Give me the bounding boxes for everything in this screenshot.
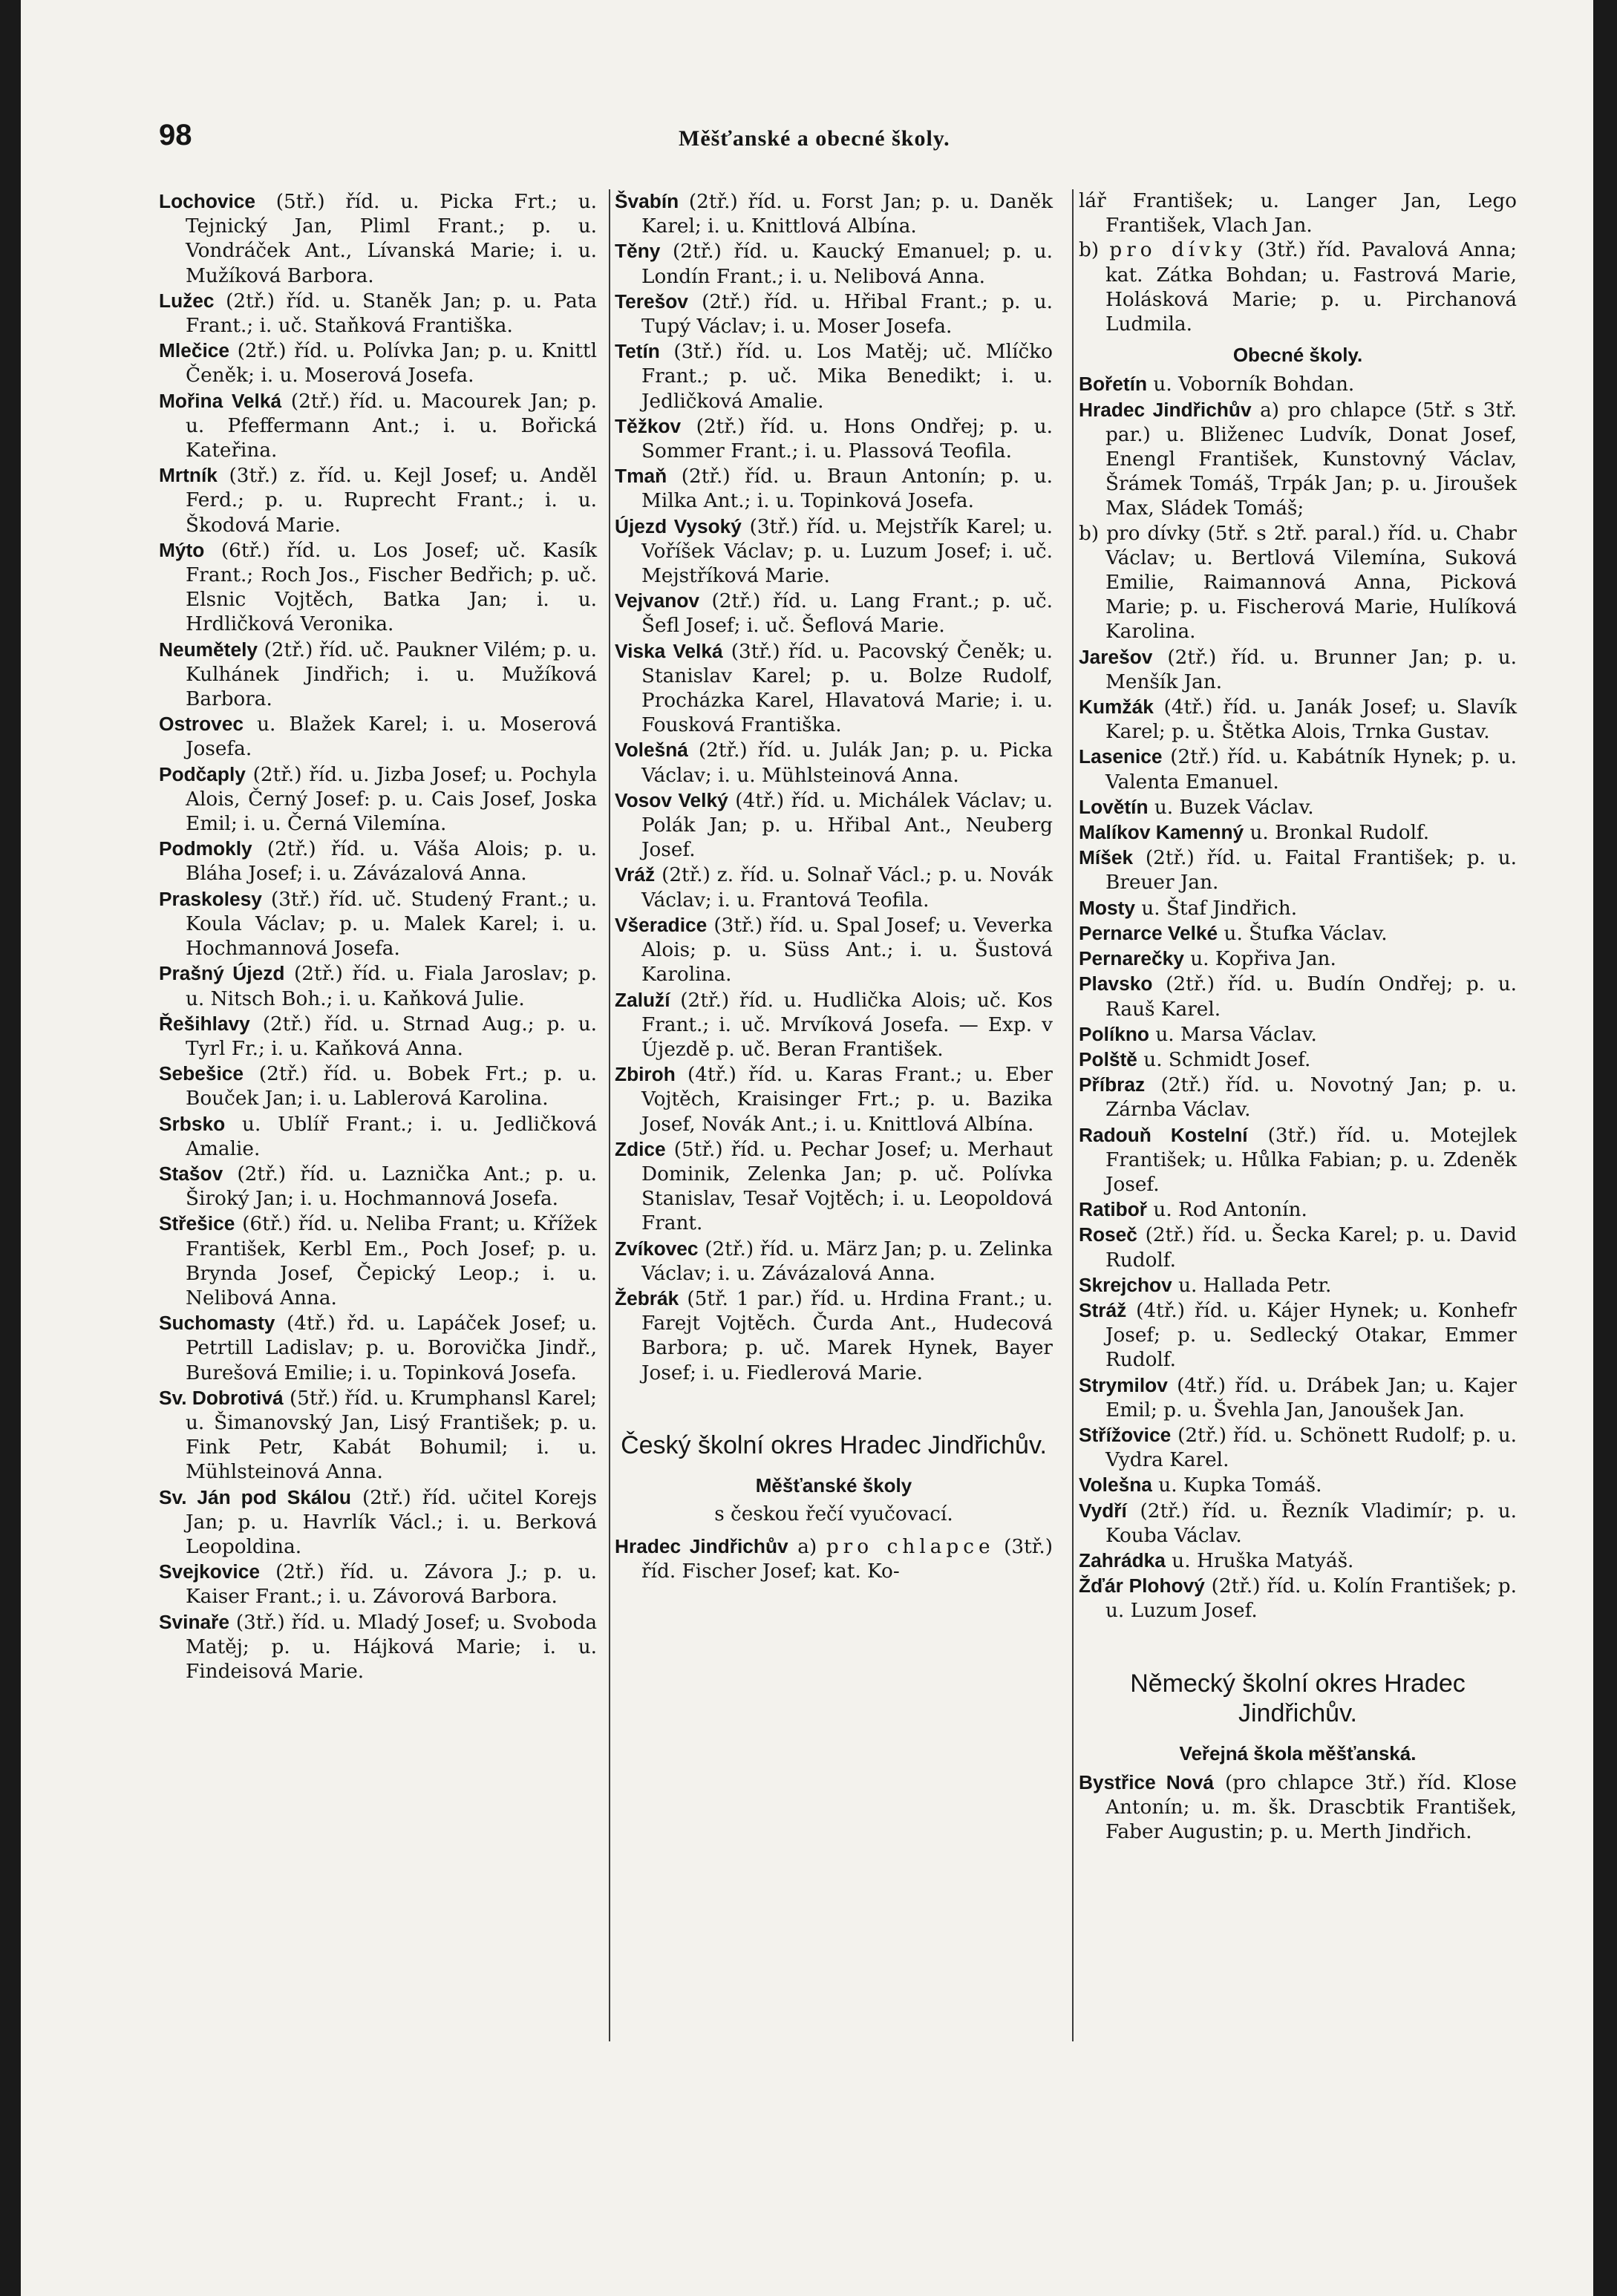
place-name: Hradec Jindřichův (615, 1535, 788, 1558)
place-name: Ostrovec (159, 713, 244, 736)
list-item (1079, 820, 1517, 846)
place-name: Polště (1079, 1047, 1137, 1070)
list-item (159, 1560, 597, 1609)
place-name: Mrtník (159, 464, 218, 487)
place-name: Kumžák (1079, 696, 1154, 719)
place-name: Volešna (1079, 1474, 1152, 1497)
list-item (615, 1286, 1053, 1386)
entry-text: (3tř.) říd. Fischer Josef; kat. Ko- (641, 1536, 1054, 1583)
place-name: Volešná (615, 739, 688, 762)
entry-text: (4tř.) říd. u. Drábek Jan; u. Kajer Emil; p. u. Švehla Jan, Janoušek Jan. (1105, 1374, 1517, 1422)
place-name: Lužec (159, 289, 215, 312)
entry-text: (5tř.) říd. u. Krumphansl Karel; u. Šimanovský Jan, Lisý František; p. u. Fink Petr, Kabát Bohumil; i. u. Mühlsteinová Anna. (186, 1387, 598, 1484)
entry-text: (2tř.) říd. u. Řezník Vladimír; p. u. Kouba Václav. (1105, 1499, 1517, 1547)
entry-text: (5tř.) říd. u. Pechar Josef; u. Merhaut Dominik, Zelenka Jan; p. uč. Polívka Stanislav, Tesař Vojtěch; i. u. Leopoldová Frant. (641, 1138, 1054, 1235)
list-item (1079, 896, 1517, 921)
list-item (1079, 1574, 1517, 1623)
entry-text: (2tř.) říd. u. Bobek Frt.; p. u. Bouček Jan; i. u. Lablerová Karolina. (186, 1063, 598, 1111)
place-name: Políkno (1079, 1022, 1149, 1045)
list-item (615, 863, 1053, 912)
section-subtitle: s českou řečí vyučovací. (714, 1502, 953, 1525)
entry-text: (2tř.) říd. u. Forst Jan; p. u. Daněk Karel; i. u. Knittlová Albína. (641, 191, 1054, 238)
list-item (1079, 1473, 1517, 1498)
list-item (1079, 1298, 1517, 1373)
place-name: Těžkov (615, 414, 682, 437)
german-section-title: Veřejná škola měšťanská. (1179, 1741, 1417, 1764)
place-name: Roseč (1079, 1223, 1137, 1246)
place-name: Bystřice Nová (1079, 1770, 1215, 1793)
list-item (159, 887, 597, 962)
list-item (1079, 372, 1517, 397)
list-item (615, 189, 1053, 239)
place-name: Lochovice (159, 190, 256, 212)
place-name: Stašov (159, 1162, 223, 1185)
place-name: Praskolesy (159, 887, 262, 910)
entry-text: (2tř.) říd. u. Hons Ondřej; p. u. Sommer Frant.; i. u. Plassová Teofila. (641, 415, 1054, 463)
entry-text: u. Rod Antonín. (1153, 1199, 1307, 1222)
place-name: Strymilov (1079, 1373, 1168, 1396)
list-item (159, 1386, 597, 1485)
entry-text: (2tř.) z. říd. u. Solnař Václ.; p. u. Novák Václav; i. u. Frantová Teofila. (641, 864, 1054, 912)
entry-text: (2tř.) říd. u. Kolín František; p. u. Luzum Josef. (1105, 1575, 1517, 1623)
list-item (159, 1012, 597, 1062)
entry-text: (2tř.) říd. u. Váša Alois; p. u. Bláha Josef; i. u. Závázalová Anna. (186, 838, 597, 886)
place-name: Stráž (1079, 1298, 1127, 1321)
place-name: Tetín (615, 340, 660, 363)
column-2 (615, 189, 1053, 1585)
list-item (1079, 1223, 1517, 1272)
entry-text: (6tř.) říd. u. Neliba Frant; u. Křížek František, Kerbl Em., Poch Josef; p. u. Brynda Josef, Čepický Leop.; i. u. Nelibová Anna. (186, 1213, 597, 1309)
place-name: Neumětely (159, 638, 258, 661)
entry-text: u. Štaf Jindřich. (1141, 897, 1298, 920)
list-item (615, 414, 1053, 464)
place-name: Svinaře (159, 1610, 230, 1633)
place-name: Střížovice (1079, 1423, 1172, 1446)
list-item (615, 1237, 1053, 1286)
place-name: Mýto (159, 538, 205, 561)
place-name: Ratiboř (1079, 1198, 1148, 1221)
place-name: Pernarce Velké (1079, 921, 1218, 944)
list-item (1079, 1423, 1517, 1473)
list-item (1079, 1073, 1517, 1122)
place-name: Bořetín (1079, 373, 1148, 396)
list-item (1079, 695, 1517, 745)
place-name: Řešihlavy (159, 1012, 250, 1035)
entry-text: (3tř.) říd. u. Los Matěj; uč. Mlíčko Frant.; p. uč. Mika Benedikt; i. u. Jedličková Amalie. (641, 341, 1053, 413)
entry-text: a) pro chlapce (5tř. s 3tř. par.) u. Bliženec Ludvík, Donat Josef, Enengl František, Kunstovný Václav, Šrámek Tomáš, Trpák Jan; p. u. Jiroušek Max, Sládek Tomáš; (1105, 399, 1518, 520)
place-name: Žďár Plohový (1079, 1574, 1205, 1597)
entry-text: b) pro dívky (5tř. s 2tř. paral.) říd. u. Chabr Václav; u. Bertlová Vilemína, Suková Emilie, Raimannová Anna, Picková Marie; p. u. Fischerová Marie, Hulíková Karolina. (1079, 522, 1517, 644)
entry-text: (2tř.) říd. u. Kabátník Hynek; p. u. Valenta Emanuel. (1105, 746, 1517, 794)
entry-text: (2tř.) říd. u. Brunner Jan; p. u. Menšík Jan. (1105, 646, 1517, 693)
entry-text: (3tř.) říd. Pavalová Anna; kat. Zátka Bohdan; u. Fastrová Marie, Holásková Marie; p. u. Pirchanová Ludmila. (1105, 239, 1518, 336)
page-number: 98 (159, 119, 192, 151)
list-item (1079, 522, 1517, 645)
list-item (1079, 795, 1517, 820)
list-item (1079, 1047, 1517, 1073)
list-item (159, 1162, 597, 1211)
entry-text: (2tř.) říd. u. Laznička Ant.; p. u. Široký Jan; i. u. Hochmannová Josefa. (186, 1162, 597, 1211)
entry-text: (2tř.) říd. u. Jizba Josef; u. Pochyla Alois, Černý Josef: p. u. Cais Josef, Joska Emil; i. u. Černá Vilemína. (186, 763, 598, 836)
place-name: Sebešice (159, 1062, 244, 1085)
place-name: Vydří (1079, 1499, 1127, 1522)
district-title: Český školní okres Hradec Jindřichův. (621, 1430, 1047, 1459)
list-item (1079, 846, 1517, 895)
entry-text: (2tř.) říd. u. Braun Antonín; p. u. Milka Ant.; i. u. Topinková Josefa. (641, 465, 1053, 513)
place-name: Střešice (159, 1212, 235, 1235)
entry-text: (4tř.) říd. u. Michálek Václav; u. Polák Jan; p. u. Hřibal Ant., Neuberg Josef. (641, 789, 1053, 862)
list-item (1079, 1123, 1517, 1198)
entry-text: (2tř.) říd. u. Julák Jan; p. u. Picka Václav; i. u. Mühlsteinová Anna. (641, 739, 1054, 787)
list-item (159, 1311, 597, 1386)
entry-text: (pro chlapce 3tř.) říd. Klose Antonín; u. m. šk. Drascbtik František, Faber Augustin; p. u. Merth Jindřich. (1105, 1771, 1517, 1844)
section-title: Obecné školy. (1232, 344, 1363, 367)
entry-text: u. Hallada Petr. (1178, 1274, 1332, 1297)
section-title: Měšťanské školy (755, 1474, 912, 1497)
place-name: Svejkovice (159, 1560, 260, 1583)
list-item (1079, 1548, 1517, 1574)
place-name: Tmaň (615, 465, 667, 488)
entry-text: (2tř.) říd. u. Kaucký Emanuel; p. u. Londín Frant.; i. u. Nelibová Anna. (641, 241, 1054, 288)
entry-text: (2tř.) říd. u. Novotný Jan; p. u. Zárnba Václav. (1105, 1074, 1518, 1122)
column-3-entries (1079, 372, 1517, 1623)
place-name: Zahrádka (1079, 1548, 1166, 1571)
list-item (1079, 189, 1517, 238)
place-name: Těny (615, 240, 661, 263)
entry-text: (2tř.) říd. u. Šecka Karel; p. u. David Rudolf. (1105, 1224, 1517, 1272)
list-item (615, 464, 1053, 514)
entry-text: (4tř.) říd. u. Karas Frant.; u. Eber Vojtěch, Kraisinger Frt.; p. u. Bazika Josef, Novák Ant.; i. u. Knittlová Albína. (641, 1064, 1054, 1136)
column-rule (1072, 189, 1074, 2041)
list-item (159, 1112, 597, 1162)
place-name: Zbiroh (615, 1063, 676, 1086)
place-name: Zdice (615, 1137, 666, 1160)
entry-spaced: pro dívky (1109, 239, 1247, 262)
entry-text: (2tř.) říd. u. Macourek Jan; p. u. Pfeffermann Ant.; i. u. Bořická Kateřina. (186, 390, 598, 462)
list-item (615, 239, 1053, 289)
place-name: Újezd Vysoký (615, 514, 742, 537)
list-item (615, 339, 1053, 414)
list-item (1079, 972, 1517, 1021)
place-name: Jarešov (1079, 645, 1153, 668)
place-name: Sv. Ján pod Skálou (159, 1485, 351, 1508)
entry-text: u. Marsa Václav. (1155, 1023, 1317, 1046)
list-item (159, 1485, 597, 1560)
list-item (1079, 1770, 1517, 1845)
place-name: Viska Velká (615, 639, 723, 662)
list-item (615, 514, 1053, 589)
entry-text: u. Buzek Václav. (1154, 796, 1314, 819)
entry-spaced: pro chlapce (826, 1536, 995, 1559)
list-item (159, 1062, 597, 1111)
list-item (615, 1062, 1053, 1137)
place-name: Malíkov Kamenný (1079, 821, 1244, 844)
entry-text: (3tř.) říd. u. Motejlek František; u. Hůlka Fabian; p. u. Zdeněk Josef. (1105, 1124, 1517, 1196)
entry-part: a) (797, 1536, 817, 1559)
list-item (159, 189, 597, 289)
list-item (159, 1610, 597, 1685)
entry-text: (4tř.) říd. u. Kájer Hynek; u. Konhefr Josef; p. u. Sedlecký Otakar, Emmer Rudolf. (1105, 1299, 1518, 1372)
place-name: Hradec Jindřichův (1079, 398, 1252, 421)
list-item (1079, 1022, 1517, 1047)
place-name: Příbraz (1079, 1073, 1146, 1096)
entry-text: (2tř.) říd. u. Faital František; p. u. Breuer Jan. (1105, 847, 1518, 894)
entry-text: (2tř.) říd. uč. Paukner Vilém; p. u. Kulhánek Jindřich; i. u. Mužíková Barbora. (186, 638, 597, 711)
column-3 (1079, 189, 1517, 1845)
page-header (159, 119, 1458, 163)
list-item (1079, 645, 1517, 695)
place-name: Míšek (1079, 846, 1134, 869)
place-name: Žebrák (615, 1286, 679, 1309)
entry-part: b) (1079, 239, 1100, 262)
entry-text: (2tř.) říd. u. Fiala Jaroslav; p. u. Nitsch Boh.; i. u. Kaňková Julie. (186, 963, 598, 1010)
entry-text: (3tř.) z. říd. u. Kejl Josef; u. Anděl Ferd.; p. u. Ruprecht Frant.; i. u. Škodová Marie. (186, 465, 597, 537)
list-item (159, 389, 597, 464)
entry-text: (2tř.) říd. u. Hudlička Alois; uč. Kos Frant.; i. uč. Mrvíková Josefa. — Exp. v Újezdě p. uč. Beran František. (641, 989, 1053, 1061)
list-item (1079, 745, 1517, 794)
place-name: Plavsko (1079, 972, 1153, 995)
entry-text: (2tř.) říd. u. Hřibal Frant.; p. u. Tupý Václav; i. u. Moser Josefa. (641, 290, 1053, 338)
entry-text: (3tř.) říd. u. Mejstřík Karel; u. Voříšek Václav; p. u. Luzum Josef; i. uč. Mejstříková Marie. (641, 515, 1053, 588)
place-name: Vráž (615, 863, 656, 886)
column-1 (159, 189, 597, 1684)
entry-text: (3tř.) říd. u. Spal Josef; u. Veverka Alois; p. u. Süss Ant.; i. u. Šustová Karolina. (641, 914, 1054, 987)
german-district-title: Německý školní okres Hradec Jindřichův. (1130, 1669, 1466, 1727)
list-item (1079, 398, 1517, 522)
list-item (1079, 1273, 1517, 1298)
list-item (159, 762, 597, 837)
place-name: Lovětín (1079, 795, 1149, 818)
entry-text: (2tř.) říd. u. Polívka Jan; p. u. Knittl Čeněk; i. u. Moserová Josefa. (186, 340, 597, 387)
place-name: Švabín (615, 190, 679, 212)
entry-text: u. Schmidt Josef. (1143, 1048, 1311, 1071)
entry-text: (2tř.) říd. u. Závora J.; p. u. Kaiser Frant.; i. u. Závorová Barbora. (186, 1561, 598, 1609)
list-item (615, 1534, 1053, 1584)
list-item (159, 338, 597, 388)
entry-text: lář František; u. Langer Jan, Lego František, Vlach Jan. (1079, 190, 1517, 238)
entry-text: (2tř.) říd. u. Strnad Aug.; p. u. Tyrl Fr.; i. u. Kaňková Anna. (186, 1013, 597, 1060)
entry-text: (2tř.) říd. u. Lang Frant.; p. uč. Šefl Josef; i. uč. Šeflová Marie. (641, 590, 1054, 638)
list-item (159, 538, 597, 638)
place-name: Zvíkovec (615, 1237, 699, 1260)
place-name: Podmokly (159, 837, 252, 860)
list-item (615, 639, 1053, 739)
place-name: Prašný Újezd (159, 962, 285, 985)
list-item (1079, 921, 1517, 946)
entry-text: u. Kopřiva Jan. (1190, 948, 1336, 971)
entry-text: (6tř.) říd. u. Los Josef; uč. Kasík Frant.; Roch Jos., Fischer Bedřich; p. uč. Elsnic Vojtěch, Batka Jan; i. u. Hrdličková Veronika. (186, 539, 598, 636)
list-item (159, 638, 597, 713)
place-name: Mosty (1079, 896, 1135, 919)
column-2-entries (615, 189, 1053, 1386)
list-item (159, 1211, 597, 1311)
place-name: Zaluží (615, 988, 670, 1011)
entry-text: (3tř.) říd. uč. Studený Frant.; u. Koula Václav; p. u. Malek Karel; i. u. Hochmannová Josefa. (186, 888, 597, 961)
list-item (159, 463, 597, 538)
entry-text: (2tř.) říd. u. Schönett Rudolf; p. u. Vydra Karel. (1105, 1424, 1517, 1472)
entry-text: (2tř.) říd. učitel Korejs Jan; p. u. Havrlík Václ.; i. u. Berková Leopoldina. (186, 1486, 598, 1558)
place-name: Sv. Dobrotivá (159, 1386, 284, 1409)
list-item (1079, 1373, 1517, 1423)
list-item (615, 913, 1053, 988)
entry-text: (3tř.) říd. u. Mladý Josef; u. Svoboda Matěj; p. u. Hájková Marie; i. u. Findeisová Marie. (186, 1611, 598, 1683)
place-name: Mořina Velká (159, 389, 282, 412)
list-item (615, 290, 1053, 339)
place-name: Terešov (615, 290, 688, 313)
list-item (159, 961, 597, 1011)
list-item (615, 988, 1053, 1063)
list-item (615, 589, 1053, 638)
place-name: Suchomasty (159, 1312, 275, 1335)
list-item (1079, 1197, 1517, 1223)
column-rule (609, 189, 610, 2041)
place-name: Radouň Kostelní (1079, 1123, 1248, 1146)
entry-text: u. Voborník Bohdan. (1153, 373, 1355, 396)
place-name: Vosov Velký (615, 788, 728, 811)
place-name: Vejvanov (615, 589, 700, 612)
entry-text: (3tř.) říd. u. Pacovský Čeněk; u. Stanislav Karel; p. u. Bolze Rudolf, Procházka Karel, Hlavatová Marie; i. u. Fousková Františka. (641, 640, 1054, 737)
place-name: Pernarečky (1079, 947, 1184, 970)
list-item (1079, 1499, 1517, 1548)
scanned-page (21, 0, 1593, 2296)
entry-text: (2tř.) říd. u. Budín Ondřej; p. u. Rauš Karel. (1105, 973, 1518, 1021)
list-item (615, 1137, 1053, 1237)
entry-text: (4tř.) řd. u. Lapáček Josef; u. Petrtill Ladislav; p. u. Borovička Jindř., Burešová Emilie; i. u. Topinková Josefa. (186, 1312, 597, 1384)
entry-text: (5tř.) říd. u. Picka Frt.; u. Tejnický Jan, Pliml Frant.; p. u. Vondráček Ant., Lívanská Marie; i. u. Mužíková Barbora. (186, 191, 598, 287)
list-item (159, 837, 597, 886)
list-item (615, 788, 1053, 863)
entry-text: u. Blažek Karel; i. u. Moserová Josefa. (186, 713, 597, 761)
entry-text: (5tř. 1 par.) říd. u. Hrdina Frant.; u. Farejt Vojtěch. Čurda Ant., Hudecová Barbora; p. uč. Marek Hynek, Bayer Josef; i. u. Fiedlerová Marie. (641, 1287, 1054, 1384)
list-item (1079, 946, 1517, 972)
place-name: Všeradice (615, 913, 708, 936)
entry-text: (2tř.) říd. u. Staněk Jan; p. u. Pata Frant.; i. uč. Staňková Františka. (186, 290, 597, 338)
entry-text: (2tř.) říd. u. März Jan; p. u. Zelinka Václav; i. u. Závázalová Anna. (641, 1237, 1053, 1285)
place-name: Skrejchov (1079, 1273, 1172, 1296)
entry-text: u. Hruška Matyáš. (1172, 1549, 1354, 1572)
place-name: Podčaply (159, 762, 246, 785)
place-name: Srbsko (159, 1112, 226, 1135)
list-item (1079, 238, 1517, 337)
entry-text: (4tř.) říd. u. Janák Josef; u. Slavík Karel; p. u. Štětka Alois, Trnka Gustav. (1105, 696, 1518, 744)
list-item (615, 738, 1053, 788)
entry-text: u. Ublíř Frant.; i. u. Jedličková Amalie. (186, 1113, 597, 1160)
entry-text: u. Štufka Václav. (1224, 922, 1388, 945)
running-head: Měšťanské a obecné školy. (679, 126, 950, 151)
list-item (159, 712, 597, 762)
entry-text: u. Kupka Tomáš. (1158, 1474, 1322, 1497)
entry-text: u. Bronkal Rudolf. (1250, 822, 1430, 845)
place-name: Mlečice (159, 339, 230, 362)
list-item (159, 289, 597, 338)
place-name: Lasenice (1079, 745, 1163, 768)
